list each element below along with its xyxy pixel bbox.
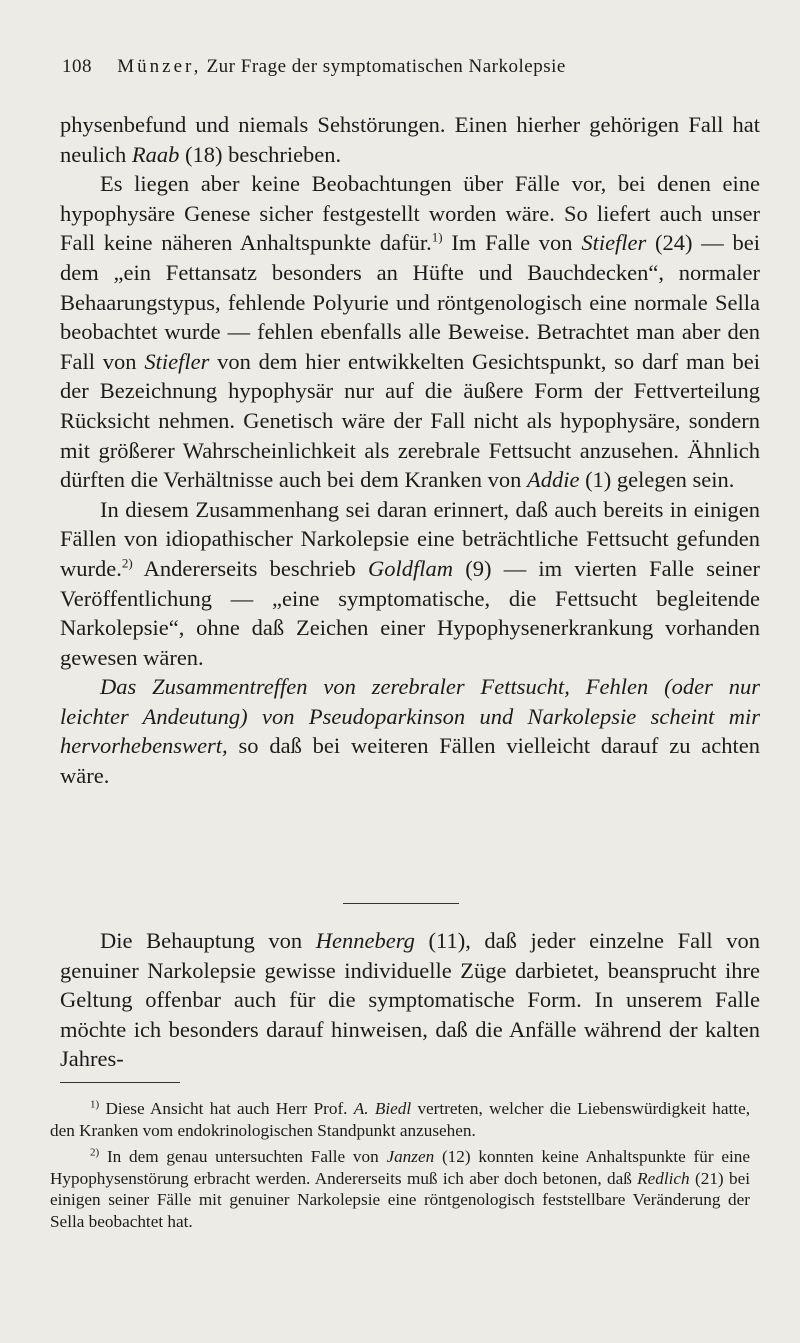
paragraph-3 [60,495,760,673]
paragraph-4 [60,672,760,790]
citation-stiefler: Stiefler [581,230,647,256]
paragraph-3-text-b: Andererseits beschrieb [132,555,369,581]
footnote-ref-2[interactable]: 2) [121,555,133,571]
paragraph-5-text-b: (11), daß jeder einzelne Fall von genuiner Narkolepsie gewisse individuelle Züge darbietet, beansprucht ihre Geltung offenbar auch für die symptomatische Form. In unserem Falle möchte ich besonders darauf hinweisen, daß die Anfälle während der kalten Jahres- [60,928,761,1072]
main-text [60,110,760,791]
footnote-2 [50,1146,750,1232]
header-title: Zur Frage der symptomatischen Narkolepsie [206,56,566,77]
citation-raab: Raab [131,141,180,167]
paragraph-2-text-c: (24) — bei dem „ein Fettansatz besonders an Hüfte und Bauchdecken“, normaler Behaarungstypus, fehlende Polyurie und röntgenologisch eine normale Sella beobachtet wurde — fehlen ebenfalls alle Beweise. Betrachtet man aber den Fall von [60,230,760,374]
footnote-ref-1[interactable]: 1) [431,229,443,245]
citation-goldflam: Goldflam [368,555,454,581]
section-2-text [60,926,760,1074]
citation-stiefler-2: Stiefler [144,348,210,374]
paragraph-2-text-d: von dem hier entwikkelten Gesichtspunkt, so darf man bei der Bezeichnung hypophysär nur auf die äußere Form der Fettverteilung Rücksicht nehmen. Genetisch wäre der Fall nicht als hypophysäre, sondern mit größerer Wahrscheinlichkeit als zerebrale Fettsucht anzusehen. Ähnlich dürften die Verhältnisse auch bei dem Kranken von [60,348,760,493]
section-divider [343,903,459,904]
citation-addie: Addie [526,467,580,493]
paragraph-5 [60,926,760,1074]
header-author: Münzer, [117,56,202,77]
footnote-rule [60,1082,180,1083]
paragraph-2-text-a: Es liegen aber keine Beobachtungen über Fälle vor, bei denen eine hypophysäre Genese sicher festgestellt worden wäre. So liefert auch unser Fall keine näheren Anhaltspunkte dafür. [60,171,760,256]
emphasis-statement: Das Zusammentreffen von zerebraler Fettsucht, Fehlen (oder nur leichter Andeutung) von Pseudoparkinson und Narkolepsie scheint mir hervorhebenswert, [60,674,760,759]
footnote-1-text-b: vertreten, welcher die Liebenswürdigkeit hatte, den Kranken vom endokrinologischen Standpunkt anzusehen. [50,1099,750,1140]
page-number: 108 [62,56,92,77]
footnote-2-mark: 2) [90,1146,100,1159]
paragraph-1 [60,110,760,169]
footnote-2-janzen: Janzen [386,1147,435,1166]
paragraph-1-text: physenbefund und niemals Sehstörungen. Einen hierher gehörigen Fall hat neulich [60,112,760,167]
running-header [62,56,752,78]
paragraph-3-text-a: In diesem Zusammenhang sei daran erinnert, daß auch bereits in einigen Fällen von idiopathischer Narkolepsie eine beträchtliche Fettsucht gefunden wurde. [60,496,760,581]
footnote-1 [50,1098,750,1141]
footnotes [50,1098,750,1237]
footnote-2-text-b: (12) konnten keine Anhaltspunkte für eine Hypophysenstörung erbracht werden. Andererseits muß ich aber doch betonen, daß [50,1147,750,1188]
paragraph-5-text-a: Die Behauptung von [100,928,316,953]
footnote-2-text-c: (21) bei einigen seiner Fälle mit genuiner Narkolepsie eine röntgenologisch feststellbare Veränderung der Sella beobachtet hat. [50,1168,750,1231]
paragraph-4-end: so daß bei weiteren Fällen vielleicht darauf zu achten wäre. [60,733,760,789]
citation-henneberg: Henneberg [315,928,415,953]
paragraph-2-text-e: (1) gelegen sein. [579,467,735,493]
footnote-1-mark: 1) [90,1098,100,1111]
paragraph-2-text-b: Im Falle von [442,230,582,256]
footnote-2-text-a: In dem genau untersuchten Falle von [99,1147,387,1166]
footnote-1-name: A. Biedl [353,1099,412,1118]
paragraph-3-text-c: (9) — im vierten Falle seiner Veröffentlichung — „eine symptomatische, die Fettsucht begleitende Narkolepsie“, ohne daß Zeichen einer Hypophysenerkrankung vorhanden gewesen wären. [60,555,760,670]
paragraph-1-end: (18) beschrieben. [179,141,342,167]
paragraph-2 [60,169,760,495]
footnote-1-text-a: Diese Ansicht hat auch Herr Prof. [99,1099,354,1118]
footnote-2-redlich: Redlich [637,1168,690,1188]
